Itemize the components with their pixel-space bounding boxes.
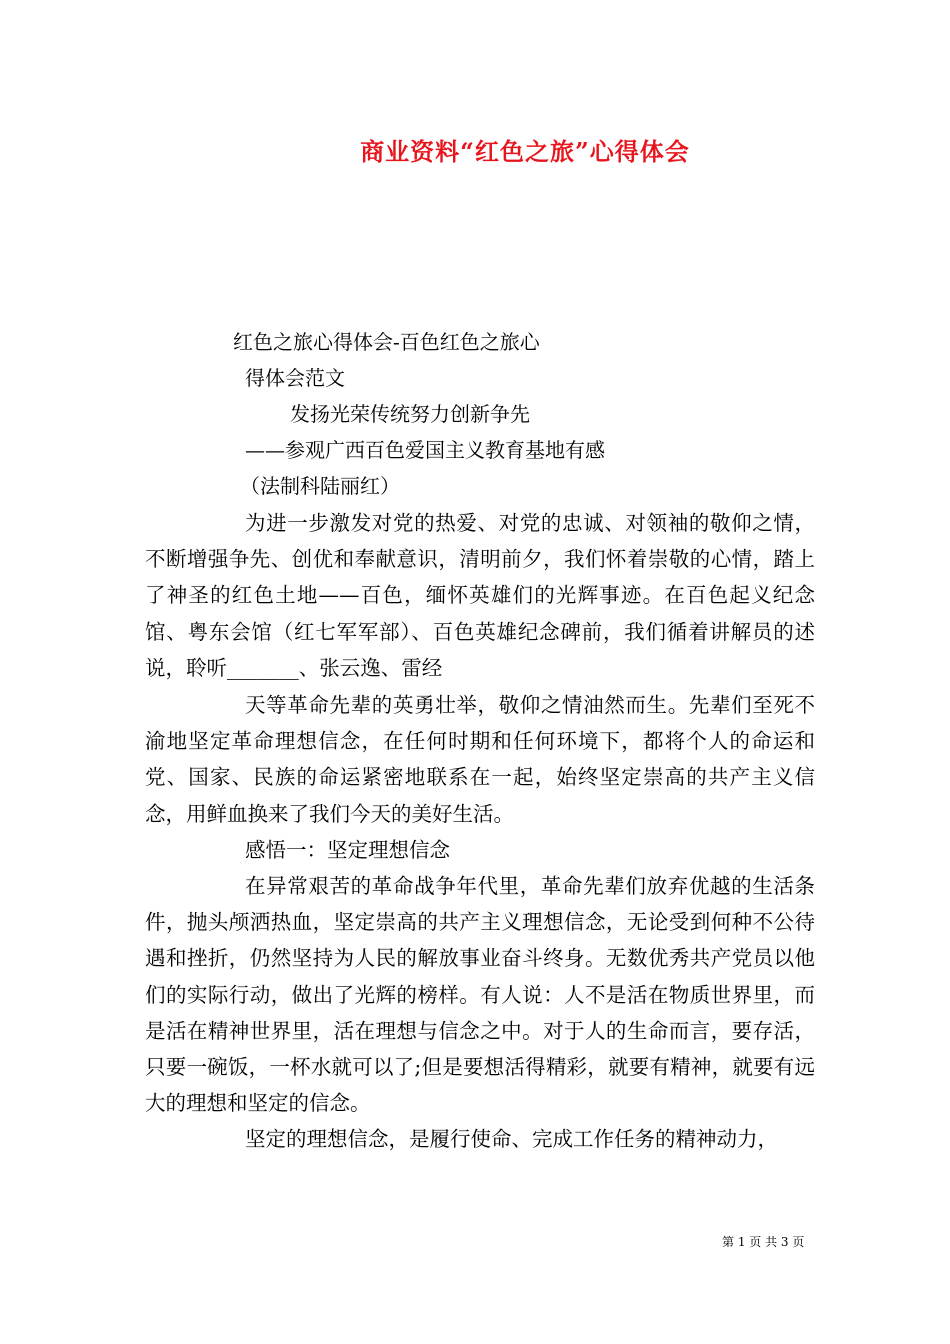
paragraph-4: 坚定的理想信念，是履行使命、完成工作任务的精神动力， [245,1127,778,1152]
section-heading-1: 感悟一：坚定理想信念 [245,837,450,862]
author-line: （法制科陆丽红） [240,474,400,498]
heading-subtitle: 发扬光荣传统努力创新争先 [290,402,530,426]
heading-subtitle-2: ——参观广西百色爱国主义教育基地有感 [245,438,605,462]
body-block-2 [145,687,815,1158]
heading-line-1: 红色之旅心得体会-百色红色之旅心 [233,330,540,354]
body-block-1 [145,505,815,686]
paragraph-1: 为进一步激发对党的热爱、对党的忠诚、对领袖的敬仰之情，不断增强争先、创优和奉献意识，清明前夕，我们怀着崇敬的心情，踏上了神圣的红色土地——百色，缅怀英雄们的光辉事迹。在百色起义纪念馆、粤东会馆（红七军军部）、百色英雄纪念碑前，我们循着讲解员的述说，聆听_______、张云逸、雷经 [145,511,815,680]
heading-line-2: 得体会范文 [245,366,345,390]
paragraph-2: 天等革命先辈的英勇壮举，敬仰之情油然而生。先辈们至死不渝地坚定革命理想信念，在任何时期和任何环境下，都将个人的命运和党、国家、民族的命运紧密地联系在一起，始终坚定崇高的共产主义信念，用鲜血换来了我们今天的美好生活。 [145,693,815,826]
paragraph-3: 在异常艰苦的革命战争年代里，革命先辈们放弃优越的生活条件，抛头颅洒热血，坚定崇高的共产主义理想信念，无论受到何种不公待遇和挫折，仍然坚持为人民的解放事业奋斗终身。无数优秀共产党员以他们的实际行动，做出了光辉的榜样。有人说：人不是活在物质世界里，而是活在精神世界里，活在理想与信念之中。对于人的生命而言，要存活，只要一碗饭，一杯水就可以了;但是要想活得精彩，就要有精神，就要有远大的理想和坚定的信念。 [145,874,815,1116]
page-footer: 第 1 页 共 3 页 [722,1235,805,1249]
document-title: 商业资料“红色之旅”心得体会 [360,137,690,166]
